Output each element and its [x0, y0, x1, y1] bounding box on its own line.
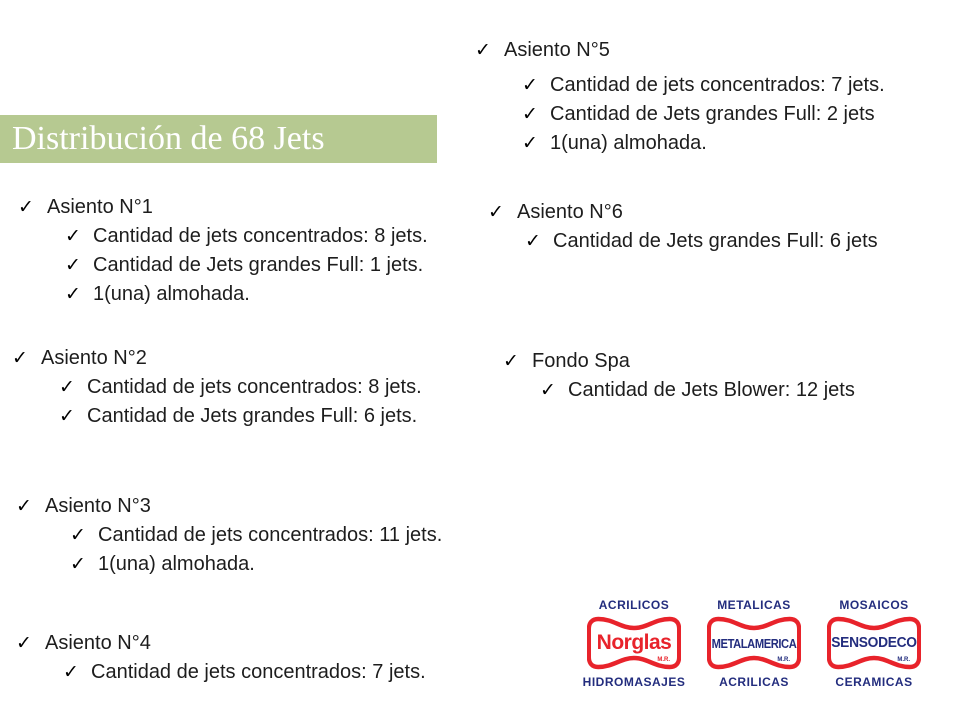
check-icon: ✓	[16, 496, 32, 517]
logo-bottom-label: CERAMICAS	[835, 675, 913, 689]
list-item	[70, 550, 442, 579]
heading-text: Asiento N°4	[45, 632, 151, 654]
logo-top-label: METALICAS	[717, 598, 791, 612]
section-asiento-4	[16, 629, 426, 687]
logo-wordmark: METALAMERICA	[711, 635, 797, 651]
check-icon: ✓	[65, 255, 81, 276]
heading-text: Asiento N°6	[517, 201, 623, 223]
check-icon: ✓	[65, 226, 81, 247]
check-icon: ✓	[522, 133, 538, 154]
check-icon: ✓	[522, 104, 538, 125]
trademark-text: M.R.	[657, 657, 670, 663]
list-item	[65, 251, 428, 280]
section-asiento-1	[18, 193, 428, 309]
item-text: Cantidad de jets concentrados: 7 jets.	[91, 661, 426, 683]
bowtie-outline-icon	[827, 615, 921, 671]
list-heading	[12, 344, 422, 373]
list-item	[525, 227, 878, 256]
section-asiento-5	[475, 36, 885, 158]
list-item	[522, 71, 885, 100]
list-item	[522, 129, 885, 158]
list-item	[65, 280, 428, 309]
logo-wordmark: Norglas	[596, 631, 672, 654]
brand-logos	[578, 598, 930, 689]
check-icon: ✓	[59, 406, 75, 427]
logo-wordmark: SENSODECO	[831, 635, 917, 651]
title-banner	[0, 115, 437, 163]
sensodeco-logo	[818, 598, 930, 689]
check-icon: ✓	[503, 351, 519, 372]
item-text: Cantidad de jets concentrados: 7 jets.	[550, 74, 885, 96]
list-heading	[503, 347, 855, 376]
list-heading	[475, 36, 885, 65]
item-text: 1(una) almohada.	[98, 553, 255, 575]
section-asiento-3	[16, 492, 442, 579]
check-icon: ✓	[475, 40, 491, 61]
section-asiento-6	[488, 198, 878, 256]
list-heading	[16, 492, 442, 521]
list-item	[522, 100, 885, 129]
list-item	[65, 222, 428, 251]
check-icon: ✓	[18, 197, 34, 218]
list-heading	[18, 193, 428, 222]
trademark-text: M.R.	[897, 657, 910, 663]
bowtie-outline-icon	[707, 615, 801, 671]
page-title: Distribución de 68 Jets	[12, 120, 325, 157]
item-text: Cantidad de jets concentrados: 8 jets.	[93, 225, 428, 247]
list-item	[540, 376, 855, 405]
check-icon: ✓	[16, 633, 32, 654]
heading-text: Asiento N°5	[504, 39, 610, 61]
logo-top-label: ACRILICOS	[598, 598, 670, 612]
section-asiento-2	[12, 344, 422, 431]
check-icon: ✓	[488, 202, 504, 223]
logo-bottom-label: ACRILICAS	[719, 675, 789, 689]
trademark-text: M.R.	[777, 657, 790, 663]
heading-text: Asiento N°1	[47, 196, 153, 218]
item-text: Cantidad de Jets Blower: 12 jets	[568, 379, 855, 401]
item-text: Cantidad de Jets grandes Full: 6 jets.	[87, 405, 418, 427]
heading-text: Asiento N°3	[45, 495, 151, 517]
check-icon: ✓	[70, 554, 86, 575]
item-text: Cantidad de Jets grandes Full: 6 jets	[553, 230, 878, 252]
list-item	[63, 658, 426, 687]
heading-text: Fondo Spa	[532, 350, 630, 372]
list-item	[59, 402, 422, 431]
item-text: Cantidad de jets concentrados: 11 jets.	[98, 524, 443, 546]
list-heading	[488, 198, 878, 227]
check-icon: ✓	[522, 75, 538, 96]
check-icon: ✓	[540, 380, 556, 401]
check-icon: ✓	[70, 525, 86, 546]
norglas-logo	[578, 598, 690, 689]
list-heading	[16, 629, 426, 658]
section-fondo-spa	[503, 347, 855, 405]
list-item	[70, 521, 442, 550]
item-text: Cantidad de jets concentrados: 8 jets.	[87, 376, 422, 398]
heading-text: Asiento N°2	[41, 347, 147, 369]
logo-bottom-label: HIDROMASAJES	[582, 675, 686, 689]
logo-top-label: MOSAICOS	[839, 598, 909, 612]
bowtie-outline-icon	[587, 615, 681, 671]
list-item	[59, 373, 422, 402]
check-icon: ✓	[65, 284, 81, 305]
metalamerica-logo	[698, 598, 810, 689]
item-text: Cantidad de Jets grandes Full: 1 jets.	[93, 254, 424, 276]
item-text: Cantidad de Jets grandes Full: 2 jets	[550, 103, 875, 125]
check-icon: ✓	[12, 348, 28, 369]
check-icon: ✓	[525, 231, 541, 252]
item-text: 1(una) almohada.	[550, 132, 707, 154]
item-text: 1(una) almohada.	[93, 283, 250, 305]
check-icon: ✓	[59, 377, 75, 398]
check-icon: ✓	[63, 662, 79, 683]
